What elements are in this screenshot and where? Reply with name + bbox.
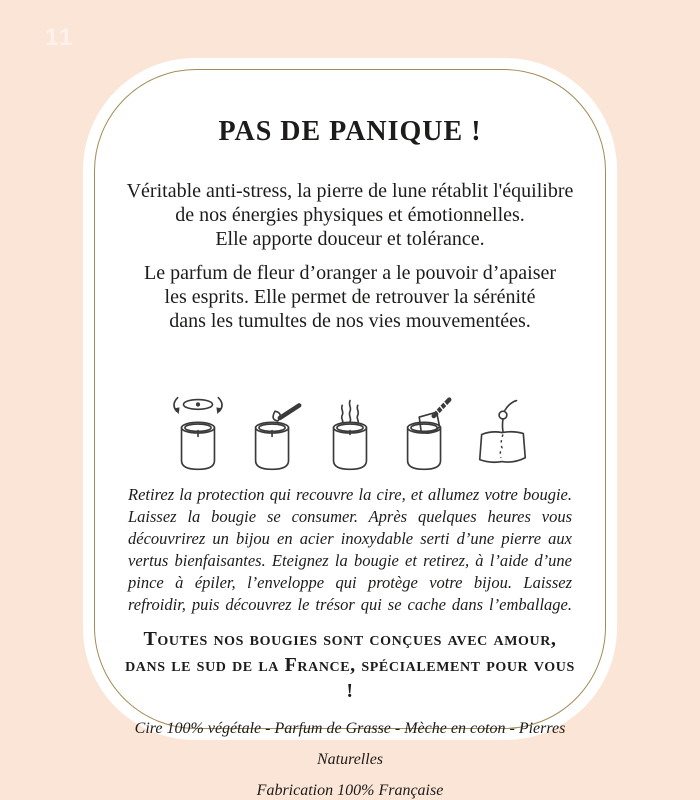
burning-candle-icon (319, 391, 381, 476)
intro2-line3: dans les tumultes de nos vies mouvementées. (169, 310, 531, 332)
unwrap-jewel-icon (471, 391, 533, 476)
remove-lid-icon (167, 391, 229, 476)
footer-line1: Cire 100% végétale - Parfum de Grasse - Mèche en coton - Pierres Naturelles (134, 720, 566, 768)
usage-steps-icons (124, 391, 576, 476)
scoop-jewel-icon (395, 391, 457, 476)
intro1-line1: Véritable anti-stress, la pierre de lune rétablit l'équilibre (126, 180, 574, 202)
usage-instructions: Retirez la protection qui recouvre la cire, et allumez votre bougie. Laissez la bougie se consumer. Après quelques heures vous découvrirez un bijou en acier inoxydable serti d’une pierre aux vertus bienfaisantes. Eteignez la bougie et retirez, à l’aide d’une pince à épiler, l’enveloppe qui protège votre bijou. Laissez refroidir, puis découvrez le trésor qui se cache dans l’emballage. (128, 485, 572, 614)
intro-paragraph-1 (124, 179, 576, 251)
intro1-line3: Elle apporte douceur et tolérance. (215, 228, 485, 250)
tagline-line2: dans le sud de la France, spécialement pour vous ! (125, 654, 575, 702)
ingredients-footer (124, 713, 576, 800)
label-card (83, 58, 617, 799)
intro2-line2: les esprits. Elle permet de retrouver la sérénité (164, 286, 536, 308)
intro2-line1: Le parfum de fleur d’oranger a le pouvoir d’apaiser (143, 262, 557, 284)
intro-paragraph-2 (124, 261, 576, 333)
page-title: PAS DE PANIQUE ! (218, 116, 482, 147)
light-candle-icon (243, 391, 305, 476)
intro1-line2: de nos énergies physiques et émotionnelles. (175, 204, 525, 226)
footer-line2: Fabrication 100% Française (256, 782, 444, 799)
watermark: 11 (45, 24, 75, 51)
tagline-line1: Toutes nos bougies sont conçues avec amour, (143, 628, 557, 650)
label-content (94, 69, 606, 799)
made-with-love-tagline (124, 626, 576, 704)
